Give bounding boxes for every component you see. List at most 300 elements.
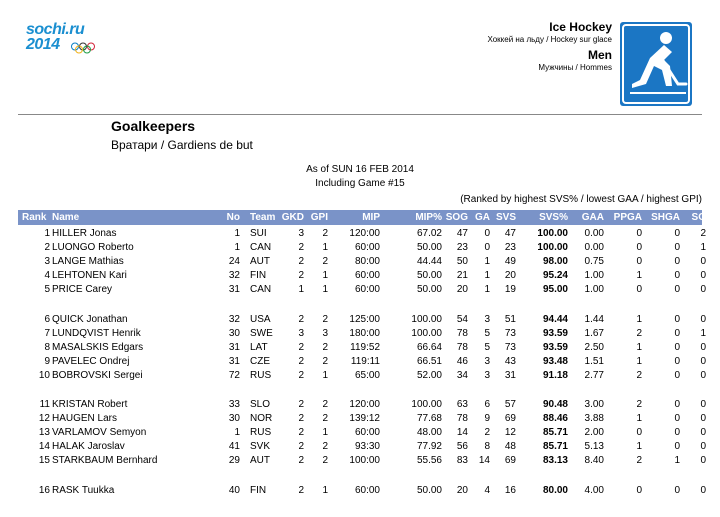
cell-svs: 16 bbox=[504, 484, 516, 496]
report-subtitle: Вратари / Gardiens de but bbox=[111, 138, 253, 152]
logo-line2: 2014 bbox=[26, 36, 60, 53]
cell-gpi: 2 bbox=[322, 313, 328, 325]
cell-svs-pct: 94.44 bbox=[542, 313, 568, 325]
cell-no: 72 bbox=[228, 369, 240, 381]
cell-rank: 2 bbox=[44, 242, 50, 254]
cell-svs: 51 bbox=[504, 313, 516, 325]
cell-svs: 69 bbox=[504, 413, 516, 425]
header-divider bbox=[18, 114, 702, 115]
cell-mip-pct: 77.68 bbox=[416, 413, 442, 425]
cell-gkd: 2 bbox=[298, 256, 304, 268]
cell-gaa: 1.51 bbox=[584, 355, 604, 367]
cell-ga: 0 bbox=[484, 228, 490, 239]
cell-gkd: 2 bbox=[298, 399, 304, 410]
cell-name: LEHTONEN Kari bbox=[52, 270, 127, 282]
cell-ga: 3 bbox=[484, 369, 490, 381]
cell-sog: 20 bbox=[456, 484, 468, 496]
cell-mip-pct: 50.00 bbox=[416, 284, 442, 296]
col-rank: Rank bbox=[22, 212, 47, 223]
col-sog: SOG bbox=[445, 212, 468, 223]
col-gpi: GPI bbox=[310, 212, 328, 223]
sport-subtitle: Хоккей на льду / Hockey sur glace bbox=[487, 35, 612, 44]
cell-sog: 46 bbox=[456, 355, 468, 367]
cell-ppga: 1 bbox=[636, 413, 642, 425]
cell-sog: 83 bbox=[456, 455, 468, 467]
cell-gkd: 3 bbox=[298, 228, 304, 239]
cell-shga: 0 bbox=[674, 399, 680, 410]
cell-so: 1 bbox=[700, 242, 706, 254]
sport-title: Ice Hockey bbox=[549, 20, 612, 34]
cell-shga: 0 bbox=[674, 413, 680, 425]
olympic-rings-icon bbox=[70, 42, 104, 54]
cell-mip: 60:00 bbox=[354, 242, 380, 254]
col-so: SO bbox=[691, 212, 706, 223]
col-no: No bbox=[226, 212, 240, 223]
cell-so: 0 bbox=[700, 270, 706, 282]
cell-gaa: 4.00 bbox=[584, 484, 604, 496]
cell-so: 0 bbox=[700, 313, 706, 325]
cell-gkd: 1 bbox=[298, 284, 304, 296]
cell-gpi: 2 bbox=[322, 455, 328, 467]
cell-gpi: 2 bbox=[322, 256, 328, 268]
cell-team: SLO bbox=[250, 399, 271, 410]
table-row bbox=[18, 255, 706, 268]
cell-svs: 73 bbox=[504, 327, 516, 339]
cell-team: FIN bbox=[250, 270, 267, 282]
cell-svs-pct: 100.00 bbox=[537, 242, 568, 254]
cell-mip: 60:00 bbox=[354, 284, 380, 296]
cell-no: 32 bbox=[228, 270, 240, 282]
cell-ppga: 0 bbox=[636, 228, 642, 239]
cell-sog: 54 bbox=[456, 313, 468, 325]
cell-ga: 0 bbox=[484, 242, 490, 254]
cell-mip: 119:11 bbox=[350, 355, 380, 367]
cell-ga: 3 bbox=[484, 355, 490, 367]
cell-gaa: 1.00 bbox=[584, 270, 604, 282]
cell-gkd: 2 bbox=[298, 413, 304, 425]
cell-team: CZE bbox=[250, 355, 270, 367]
cell-rank: 16 bbox=[38, 484, 50, 496]
col-ga: GA bbox=[475, 212, 490, 223]
cell-rank: 9 bbox=[44, 355, 50, 367]
cell-mip: 65:00 bbox=[354, 369, 380, 381]
cell-sog: 14 bbox=[456, 427, 468, 439]
cell-svs: 69 bbox=[504, 455, 516, 467]
cell-gpi: 1 bbox=[322, 270, 328, 282]
cell-ppga: 1 bbox=[636, 313, 642, 325]
col-name: Name bbox=[52, 212, 80, 223]
cell-svs-pct: 93.48 bbox=[542, 355, 568, 367]
cell-svs: 43 bbox=[504, 355, 516, 367]
cell-ga: 5 bbox=[484, 327, 490, 339]
cell-ga: 1 bbox=[484, 256, 490, 268]
cell-ga: 6 bbox=[484, 399, 490, 410]
cell-team: SUI bbox=[250, 228, 267, 239]
cell-svs-pct: 88.46 bbox=[542, 413, 568, 425]
cell-ppga: 2 bbox=[636, 369, 642, 381]
cell-ga: 4 bbox=[484, 484, 490, 496]
table-header bbox=[18, 210, 706, 225]
cell-sog: 78 bbox=[456, 413, 468, 425]
cell-rank: 7 bbox=[44, 327, 50, 339]
cell-rank: 5 bbox=[44, 284, 50, 296]
cell-rank: 1 bbox=[44, 228, 50, 239]
cell-name: MASALSKIS Edgars bbox=[52, 341, 144, 353]
cell-mip: 125:00 bbox=[349, 313, 380, 325]
cell-name: BOBROVSKI Sergei bbox=[52, 369, 143, 381]
cell-sog: 56 bbox=[456, 441, 468, 453]
cell-ppga: 0 bbox=[636, 256, 642, 268]
cell-gkd: 2 bbox=[298, 341, 304, 353]
logo-line1: sochi.ru bbox=[26, 21, 85, 38]
cell-gaa: 3.00 bbox=[584, 399, 604, 410]
cell-name: PAVELEC Ondrej bbox=[52, 355, 130, 367]
cell-gaa: 2.50 bbox=[584, 341, 604, 353]
cell-rank: 12 bbox=[38, 413, 50, 425]
cell-gaa: 2.00 bbox=[584, 427, 604, 439]
cell-gkd: 2 bbox=[298, 313, 304, 325]
cell-gpi: 2 bbox=[322, 341, 328, 353]
col-gaa: GAA bbox=[581, 212, 604, 223]
cell-mip: 100:00 bbox=[349, 455, 380, 467]
cell-team: SWE bbox=[250, 327, 273, 339]
cell-team: AUT bbox=[250, 256, 270, 268]
cell-gkd: 2 bbox=[298, 369, 304, 381]
cell-mip-pct: 50.00 bbox=[416, 484, 442, 496]
col-ppga: PPGA bbox=[613, 212, 642, 223]
cell-svs-pct: 95.00 bbox=[542, 284, 568, 296]
cell-gkd: 3 bbox=[298, 327, 304, 339]
cell-gpi: 2 bbox=[322, 441, 328, 453]
cell-gpi: 2 bbox=[322, 399, 328, 410]
cell-gaa: 5.13 bbox=[584, 441, 604, 453]
cell-rank: 15 bbox=[38, 455, 50, 467]
cell-gaa: 1.00 bbox=[584, 284, 604, 296]
cell-name: LUONGO Roberto bbox=[52, 242, 134, 254]
cell-mip-pct: 66.51 bbox=[416, 355, 442, 367]
report-title: Goalkeepers bbox=[111, 118, 196, 134]
cell-ppga: 0 bbox=[636, 427, 642, 439]
cell-no: 40 bbox=[228, 484, 240, 496]
cell-gkd: 2 bbox=[298, 270, 304, 282]
cell-mip: 139:12 bbox=[349, 413, 380, 425]
cell-no: 24 bbox=[228, 256, 240, 268]
table-row bbox=[18, 426, 706, 439]
cell-so: 0 bbox=[700, 399, 706, 410]
cell-ppga: 1 bbox=[636, 270, 642, 282]
cell-rank: 4 bbox=[44, 270, 50, 282]
cell-ppga: 1 bbox=[636, 441, 642, 453]
cell-mip: 180:00 bbox=[349, 327, 380, 339]
cell-mip-pct: 44.44 bbox=[416, 256, 442, 268]
cell-sog: 50 bbox=[456, 256, 468, 268]
table-row bbox=[18, 440, 706, 453]
cell-so: 0 bbox=[700, 341, 706, 353]
report-date-block bbox=[0, 163, 720, 191]
cell-shga: 0 bbox=[674, 228, 680, 239]
cell-no: 32 bbox=[228, 313, 240, 325]
cell-gaa: 1.44 bbox=[584, 313, 604, 325]
cell-name: HALAK Jaroslav bbox=[52, 441, 125, 453]
col-gkd: GKD bbox=[281, 212, 304, 223]
cell-sog: 47 bbox=[456, 228, 468, 239]
cell-svs-pct: 90.48 bbox=[542, 399, 568, 410]
col-svs: SVS bbox=[495, 212, 516, 223]
cell-sog: 78 bbox=[456, 341, 468, 353]
cell-ga: 14 bbox=[478, 455, 490, 467]
cell-svs-pct: 80.00 bbox=[542, 484, 568, 496]
cell-svs-pct: 85.71 bbox=[542, 427, 568, 439]
cell-mip-pct: 67.02 bbox=[416, 228, 442, 239]
cell-so: 0 bbox=[700, 369, 706, 381]
cell-mip-pct: 100.00 bbox=[411, 327, 442, 339]
cell-team: SVK bbox=[250, 441, 271, 453]
table-row bbox=[18, 327, 706, 340]
cell-gaa: 0.75 bbox=[584, 256, 604, 268]
cell-so: 2 bbox=[700, 228, 706, 239]
table-row bbox=[18, 227, 706, 240]
cell-ga: 2 bbox=[484, 427, 490, 439]
cell-gpi: 1 bbox=[322, 242, 328, 254]
cell-name: VARLAMOV Semyon bbox=[52, 427, 147, 439]
cell-rank: 13 bbox=[38, 427, 50, 439]
cell-mip-pct: 77.92 bbox=[416, 441, 442, 453]
cell-ppga: 0 bbox=[636, 284, 642, 296]
cell-gpi: 1 bbox=[322, 484, 328, 496]
cell-shga: 0 bbox=[674, 313, 680, 325]
cell-gkd: 2 bbox=[298, 455, 304, 467]
cell-svs: 12 bbox=[504, 427, 516, 439]
col-mip: MIP bbox=[362, 212, 380, 223]
cell-svs-pct: 95.24 bbox=[542, 270, 568, 282]
cell-mip: 80:00 bbox=[354, 256, 380, 268]
cell-no: 30 bbox=[228, 327, 240, 339]
cell-ga: 1 bbox=[484, 270, 490, 282]
cell-shga: 0 bbox=[674, 341, 680, 353]
cell-gpi: 1 bbox=[322, 284, 328, 296]
cell-team: USA bbox=[250, 313, 271, 325]
cell-ppga: 0 bbox=[636, 242, 642, 254]
cell-rank: 8 bbox=[44, 341, 50, 353]
cell-ga: 9 bbox=[484, 413, 490, 425]
cell-shga: 0 bbox=[674, 369, 680, 381]
cell-svs: 49 bbox=[504, 256, 516, 268]
cell-rank: 11 bbox=[39, 399, 50, 410]
cell-gpi: 3 bbox=[322, 327, 328, 339]
cell-gkd: 2 bbox=[298, 242, 304, 254]
cell-name: PRICE Carey bbox=[52, 284, 113, 296]
cell-so: 0 bbox=[700, 413, 706, 425]
sochi-2014-logo bbox=[26, 22, 106, 56]
as-of-date: As of SUN 16 FEB 2014 bbox=[306, 164, 414, 175]
cell-gaa: 0.00 bbox=[584, 228, 604, 239]
cell-ga: 8 bbox=[484, 441, 490, 453]
cell-mip: 120:00 bbox=[349, 228, 380, 239]
cell-svs-pct: 83.13 bbox=[542, 455, 568, 467]
cell-name: LUNDQVIST Henrik bbox=[52, 327, 141, 339]
cell-gaa: 2.77 bbox=[584, 369, 604, 381]
cell-team: CAN bbox=[250, 284, 272, 296]
cell-name: STARKBAUM Bernhard bbox=[52, 455, 158, 467]
cell-svs-pct: 98.00 bbox=[542, 256, 568, 268]
cell-shga: 0 bbox=[674, 270, 680, 282]
cell-ppga: 1 bbox=[636, 355, 642, 367]
cell-team: LAT bbox=[250, 341, 268, 353]
cell-name: LANGE Mathias bbox=[52, 256, 124, 268]
cell-shga: 1 bbox=[674, 455, 680, 467]
cell-gpi: 2 bbox=[322, 413, 328, 425]
cell-rank: 3 bbox=[44, 256, 50, 268]
cell-mip: 60:00 bbox=[354, 484, 380, 496]
cell-mip-pct: 100.00 bbox=[411, 399, 442, 410]
cell-team: AUT bbox=[250, 455, 270, 467]
cell-no: 1 bbox=[234, 242, 240, 254]
cell-so: 0 bbox=[700, 484, 706, 496]
cell-svs-pct: 93.59 bbox=[542, 341, 568, 353]
cell-ga: 3 bbox=[484, 313, 490, 325]
table-row bbox=[18, 241, 706, 254]
cell-so: 0 bbox=[700, 427, 706, 439]
ice-hockey-pictogram-icon bbox=[620, 22, 692, 106]
cell-mip-pct: 50.00 bbox=[416, 242, 442, 254]
cell-mip-pct: 50.00 bbox=[416, 270, 442, 282]
cell-svs: 23 bbox=[504, 242, 516, 254]
cell-gpi: 1 bbox=[322, 369, 328, 381]
cell-so: 0 bbox=[700, 455, 706, 467]
cell-team: RUS bbox=[250, 427, 272, 439]
cell-team: FIN bbox=[250, 484, 267, 496]
table-row bbox=[18, 369, 706, 382]
cell-team: CAN bbox=[250, 242, 272, 254]
cell-gpi: 1 bbox=[322, 427, 328, 439]
cell-sog: 34 bbox=[456, 369, 468, 381]
event-title: Men bbox=[588, 48, 612, 62]
cell-gpi: 2 bbox=[322, 228, 328, 239]
cell-mip-pct: 100.00 bbox=[411, 313, 442, 325]
table-row bbox=[18, 412, 706, 425]
cell-gkd: 2 bbox=[298, 484, 304, 496]
including-game: Including Game #15 bbox=[315, 178, 405, 189]
cell-ppga: 0 bbox=[636, 484, 642, 496]
cell-ppga: 2 bbox=[636, 399, 642, 410]
cell-mip-pct: 52.00 bbox=[416, 369, 442, 381]
cell-no: 30 bbox=[228, 413, 240, 425]
cell-shga: 0 bbox=[674, 484, 680, 496]
cell-shga: 0 bbox=[674, 355, 680, 367]
cell-rank: 14 bbox=[38, 441, 50, 453]
cell-gaa: 8.40 bbox=[584, 455, 604, 467]
cell-shga: 0 bbox=[674, 427, 680, 439]
cell-mip-pct: 55.56 bbox=[416, 455, 442, 467]
cell-sog: 21 bbox=[456, 270, 468, 282]
cell-svs: 57 bbox=[504, 399, 516, 410]
cell-shga: 0 bbox=[674, 441, 680, 453]
cell-rank: 6 bbox=[44, 313, 50, 325]
cell-name: RASK Tuukka bbox=[52, 484, 115, 496]
cell-shga: 0 bbox=[674, 327, 680, 339]
cell-ga: 5 bbox=[484, 341, 490, 353]
cell-sog: 78 bbox=[456, 327, 468, 339]
cell-name: KRISTAN Robert bbox=[52, 399, 128, 410]
cell-mip-pct: 48.00 bbox=[416, 427, 442, 439]
cell-svs: 73 bbox=[504, 341, 516, 353]
cell-gpi: 2 bbox=[322, 355, 328, 367]
cell-svs-pct: 91.18 bbox=[542, 369, 568, 381]
table-row bbox=[18, 398, 706, 411]
cell-svs-pct: 100.00 bbox=[537, 228, 568, 239]
cell-no: 31 bbox=[228, 355, 240, 367]
cell-no: 31 bbox=[228, 341, 240, 353]
cell-no: 29 bbox=[228, 455, 240, 467]
cell-so: 0 bbox=[700, 355, 706, 367]
cell-shga: 0 bbox=[674, 284, 680, 296]
cell-gaa: 1.67 bbox=[584, 327, 604, 339]
cell-gkd: 2 bbox=[298, 441, 304, 453]
cell-rank: 10 bbox=[38, 369, 50, 381]
cell-so: 0 bbox=[700, 284, 706, 296]
col-svs-pct: SVS% bbox=[539, 212, 568, 223]
cell-mip-pct: 66.64 bbox=[416, 341, 442, 353]
cell-svs: 19 bbox=[504, 284, 516, 296]
cell-no: 33 bbox=[228, 399, 240, 410]
cell-mip: 119:52 bbox=[350, 341, 380, 353]
cell-no: 1 bbox=[234, 228, 240, 239]
table-row bbox=[18, 484, 706, 497]
cell-mip: 93:30 bbox=[354, 441, 380, 453]
col-team: Team bbox=[250, 212, 276, 223]
cell-name: QUICK Jonathan bbox=[52, 313, 128, 325]
cell-no: 1 bbox=[234, 427, 240, 439]
cell-svs: 31 bbox=[504, 369, 516, 381]
sport-heading bbox=[352, 20, 612, 73]
cell-so: 0 bbox=[700, 256, 706, 268]
cell-svs-pct: 85.71 bbox=[542, 441, 568, 453]
cell-gkd: 2 bbox=[298, 355, 304, 367]
cell-shga: 0 bbox=[674, 242, 680, 254]
cell-sog: 63 bbox=[456, 399, 468, 410]
cell-svs: 47 bbox=[504, 228, 516, 239]
ranking-criteria: (Ranked by highest SVS% / lowest GAA / highest GPI) bbox=[460, 194, 702, 205]
table-row bbox=[18, 269, 706, 282]
col-mip-pct: MIP% bbox=[415, 212, 442, 223]
cell-no: 31 bbox=[228, 284, 240, 296]
table-row bbox=[18, 341, 706, 354]
table-row bbox=[18, 313, 706, 326]
cell-team: RUS bbox=[250, 369, 272, 381]
cell-team: NOR bbox=[250, 413, 273, 425]
cell-gaa: 0.00 bbox=[584, 242, 604, 254]
cell-ppga: 2 bbox=[636, 327, 642, 339]
cell-shga: 0 bbox=[674, 256, 680, 268]
table-row bbox=[18, 454, 706, 467]
cell-ppga: 2 bbox=[636, 455, 642, 467]
cell-svs: 20 bbox=[504, 270, 516, 282]
cell-so: 1 bbox=[700, 327, 706, 339]
cell-mip: 60:00 bbox=[354, 427, 380, 439]
cell-ga: 1 bbox=[484, 284, 490, 296]
cell-sog: 20 bbox=[456, 284, 468, 296]
cell-svs: 48 bbox=[504, 441, 516, 453]
table-row bbox=[18, 355, 706, 368]
cell-so: 0 bbox=[700, 441, 706, 453]
cell-no: 41 bbox=[228, 441, 240, 453]
cell-mip: 60:00 bbox=[354, 270, 380, 282]
event-subtitle: Мужчины / Hommes bbox=[538, 63, 612, 72]
cell-gaa: 3.88 bbox=[584, 413, 604, 425]
table-row bbox=[18, 283, 706, 296]
cell-svs-pct: 93.59 bbox=[542, 327, 568, 339]
col-shga: SHGA bbox=[651, 212, 680, 223]
